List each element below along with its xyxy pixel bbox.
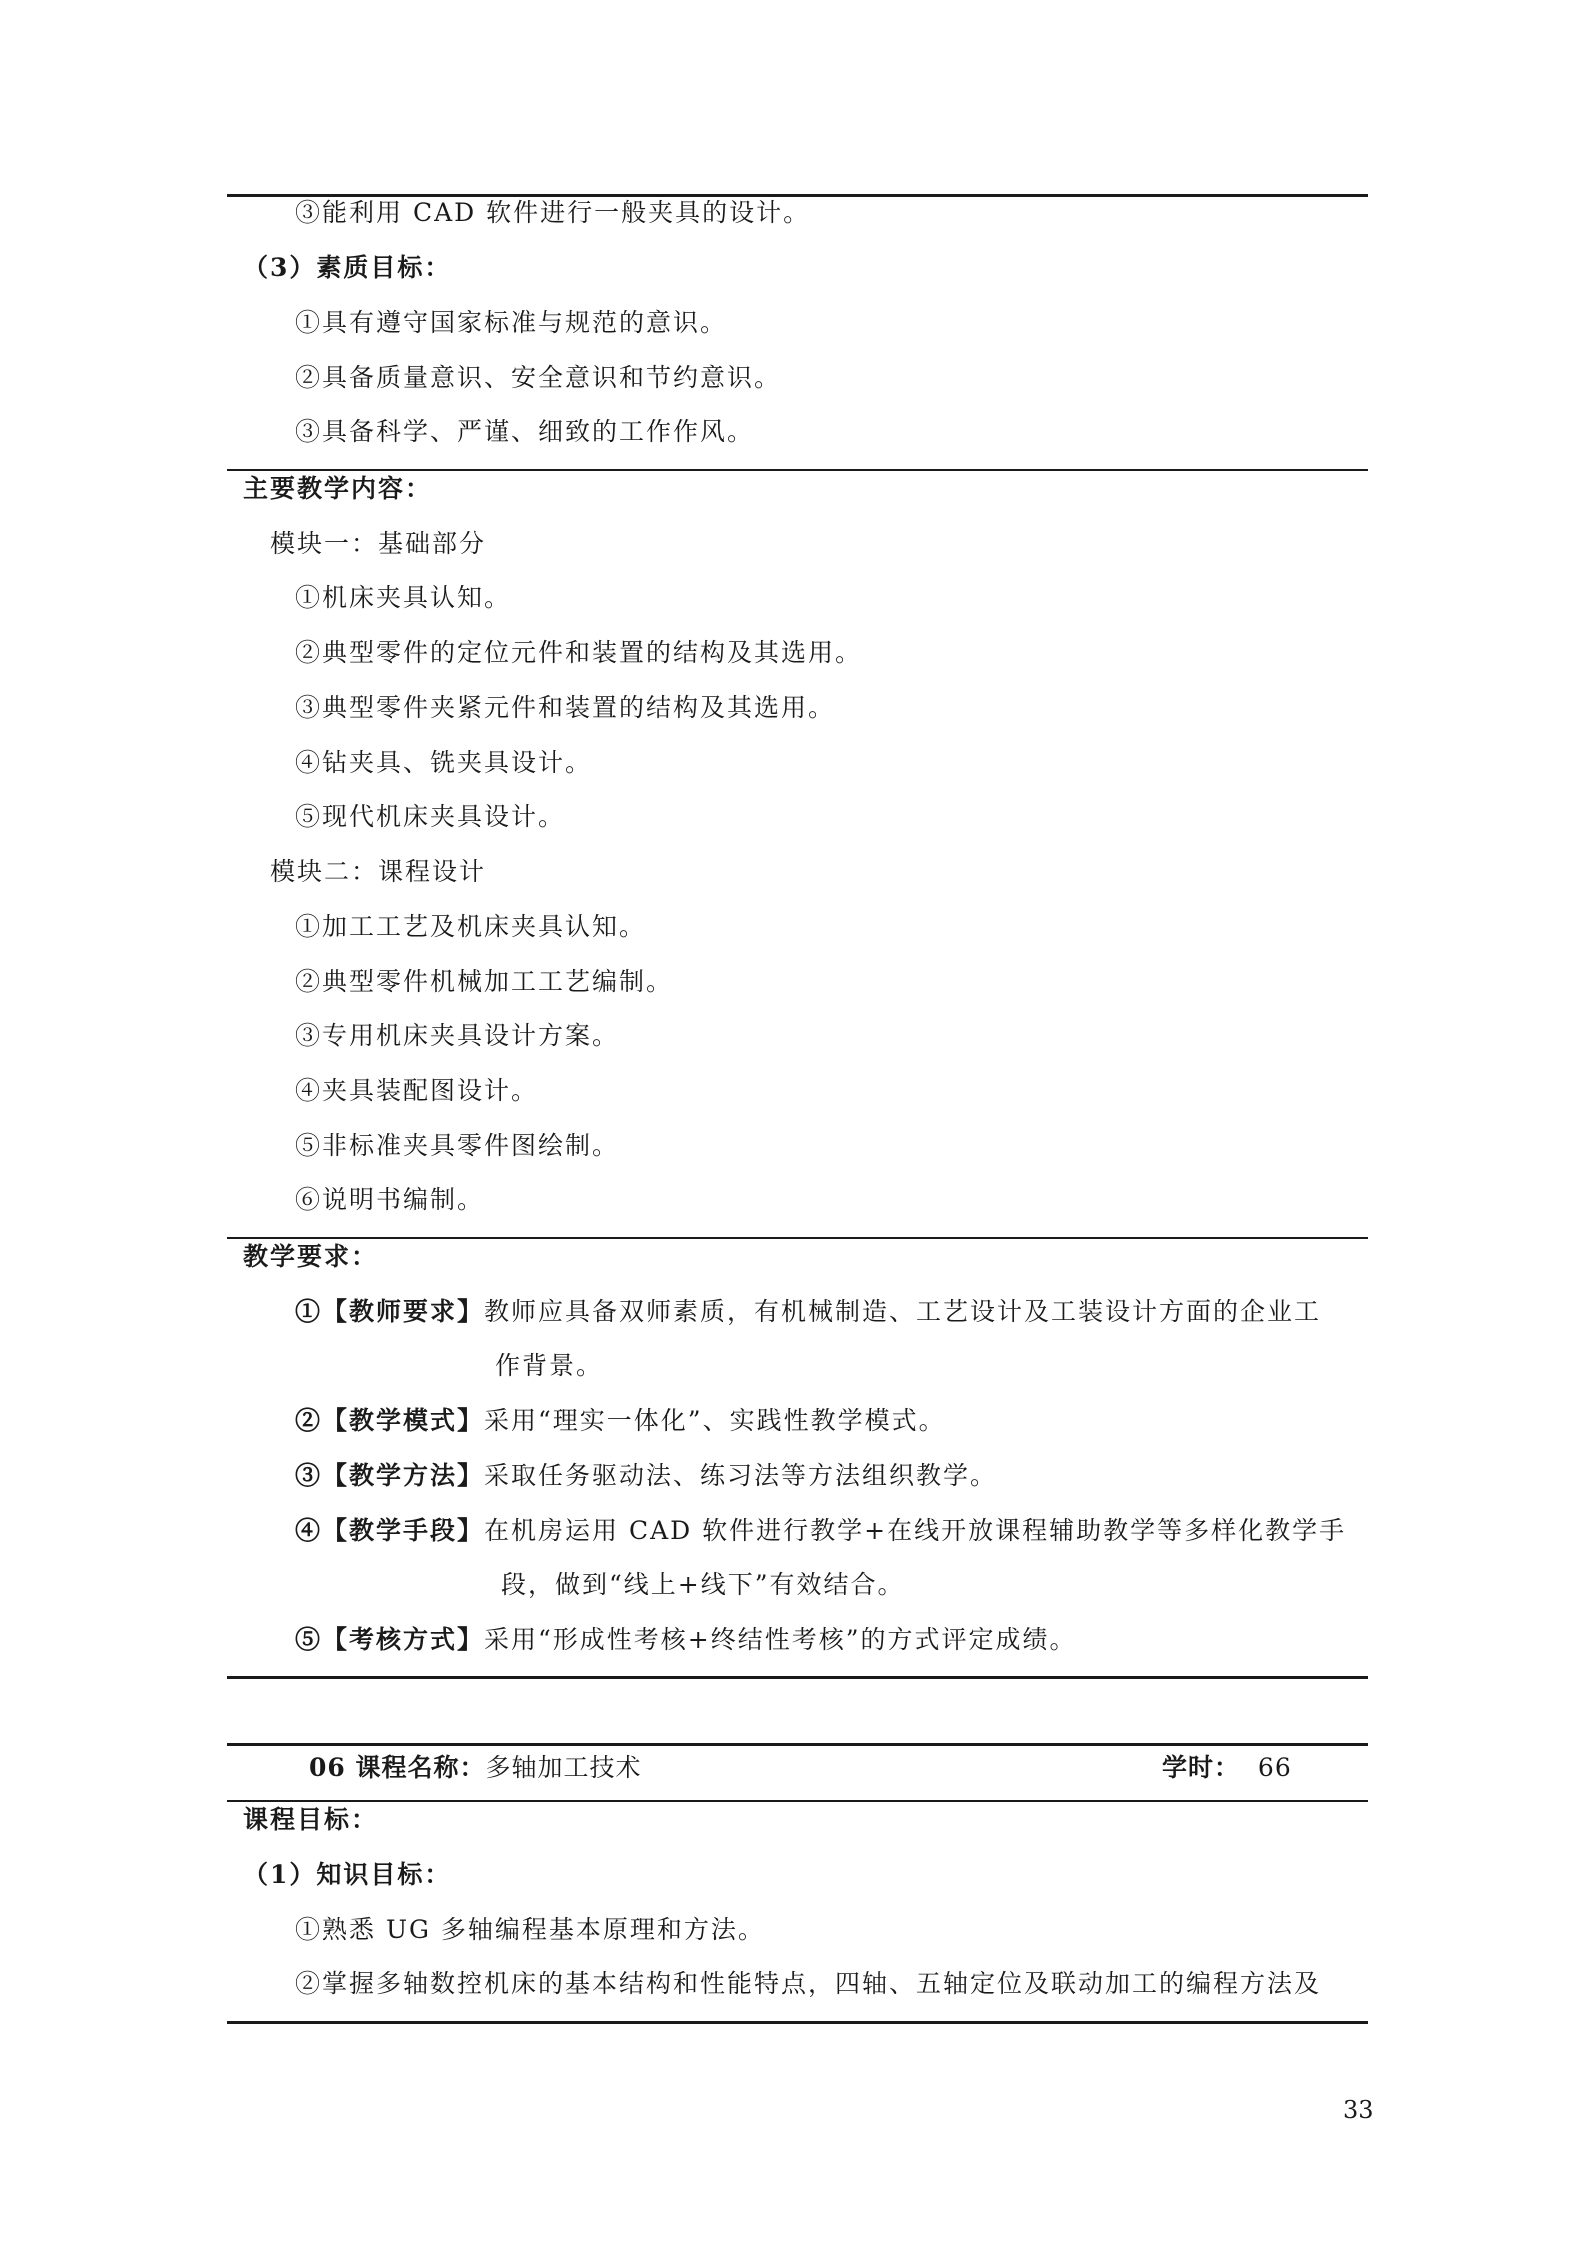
requirement-tag: ④【教学手段】 xyxy=(295,1516,485,1545)
requirement-text: 采用“理实一体化”、实践性教学模式。 xyxy=(484,1406,946,1435)
page-number: 33 xyxy=(1343,2096,1374,2124)
module1-item-3: ③典型零件夹紧元件和装置的结构及其选用。 xyxy=(295,693,836,722)
requirement-item-3 xyxy=(295,1459,997,1493)
quality-item-2: ②具备质量意识、安全意识和节约意识。 xyxy=(295,363,782,392)
course-name: 多轴加工技术 xyxy=(485,1753,642,1782)
requirement-item-5 xyxy=(295,1623,1077,1657)
requirement-text: 教师应具备双师素质，有机械制造、工艺设计及工装设计方面的企业工 xyxy=(484,1297,1322,1326)
divider-requirements xyxy=(227,1237,1368,1239)
module2-item-5: ⑤非标准夹具零件图绘制。 xyxy=(295,1131,620,1160)
course-header-divider xyxy=(227,1800,1368,1802)
quality-item-1: ①具有遵守国家标准与规范的意识。 xyxy=(295,308,728,337)
course-table-border-bottom xyxy=(227,2021,1368,2024)
course-goal-heading: 课程目标： xyxy=(243,1805,379,1834)
module2-item-4: ④夹具装配图设计。 xyxy=(295,1076,539,1105)
requirement-item-1 xyxy=(295,1295,1321,1329)
requirement-text: 在机房运用 CAD 软件进行教学+在线开放课程辅助教学等多样化教学手 xyxy=(484,1516,1347,1545)
requirement-item-2 xyxy=(295,1404,946,1438)
module1-item-1: ①机床夹具认知。 xyxy=(295,583,512,612)
requirement-tag: ③【教学方法】 xyxy=(295,1461,485,1490)
requirement-item-4 xyxy=(295,1514,1346,1548)
course-hours xyxy=(1162,1746,1292,1790)
requirement-item-4-cont: 段，做到“线上+线下”有效结合。 xyxy=(501,1570,905,1599)
quality-item-3: ③具备科学、严谨、细致的工作作风。 xyxy=(295,417,755,446)
requirement-tag: ①【教师要求】 xyxy=(295,1297,485,1326)
knowledge-item-1: ①熟悉 UG 多轴编程基本原理和方法。 xyxy=(295,1915,765,1944)
knowledge-heading: （1）知识目标： xyxy=(243,1860,452,1889)
content-heading: 主要教学内容： xyxy=(243,474,433,503)
course-title xyxy=(309,1746,642,1790)
module2-item-2: ②典型零件机械加工工艺编制。 xyxy=(295,967,674,996)
course-number-label: 06 课程名称： xyxy=(309,1753,486,1782)
module2-title: 模块二：课程设计 xyxy=(270,857,487,886)
module1-item-5: ⑤现代机床夹具设计。 xyxy=(295,802,566,831)
quality-heading: （3）素质目标： xyxy=(243,253,452,282)
requirement-tag: ⑤【考核方式】 xyxy=(295,1625,485,1654)
module1-item-2: ②典型零件的定位元件和装置的结构及其选用。 xyxy=(295,638,863,667)
requirement-item-1-cont: 作背景。 xyxy=(495,1351,604,1380)
hours-value: 66 xyxy=(1257,1753,1292,1782)
requirement-text: 采用“形成性考核+终结性考核”的方式评定成绩。 xyxy=(484,1625,1077,1654)
requirements-heading: 教学要求： xyxy=(243,1242,379,1271)
course-header xyxy=(227,1746,1368,1790)
hours-label: 学时： xyxy=(1162,1753,1241,1782)
requirement-tag: ②【教学模式】 xyxy=(295,1406,485,1435)
requirement-text: 采取任务驱动法、练习法等方法组织教学。 xyxy=(484,1461,998,1490)
knowledge-item-2: ②掌握多轴数控机床的基本结构和性能特点，四轴、五轴定位及联动加工的编程方法及 xyxy=(295,1969,1322,1998)
skill-item-3: ③能利用 CAD 软件进行一般夹具的设计。 xyxy=(295,198,811,227)
table-border-bottom xyxy=(227,1676,1368,1679)
module1-item-4: ④钻夹具、铣夹具设计。 xyxy=(295,748,593,777)
module2-item-3: ③专用机床夹具设计方案。 xyxy=(295,1021,620,1050)
module2-item-1: ①加工工艺及机床夹具认知。 xyxy=(295,912,647,941)
module2-item-6: ⑥说明书编制。 xyxy=(295,1185,485,1214)
divider-content xyxy=(227,469,1368,471)
module1-title: 模块一：基础部分 xyxy=(270,529,487,558)
